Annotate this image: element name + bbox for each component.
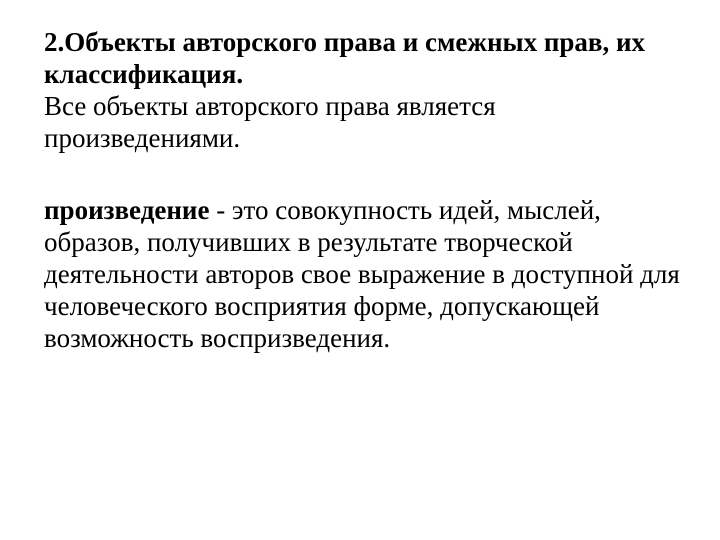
definition-text: - это совокупность идей, мыслей, образов, получивших в результате творческой деятельности авторов свое выражение в доступной для человеческого восприятия форме, допускающей возможность воспризведения. (44, 195, 680, 353)
definition-paragraph (44, 194, 684, 354)
slide-heading: 2.Объекты авторского права и смежных прав, их классификация. (44, 27, 646, 89)
paragraph-spacer (44, 154, 684, 194)
definition-term: произведение (44, 195, 210, 225)
slide-content (44, 26, 684, 354)
intro-paragraph: Все объекты авторского права является произведениями. (44, 91, 496, 153)
